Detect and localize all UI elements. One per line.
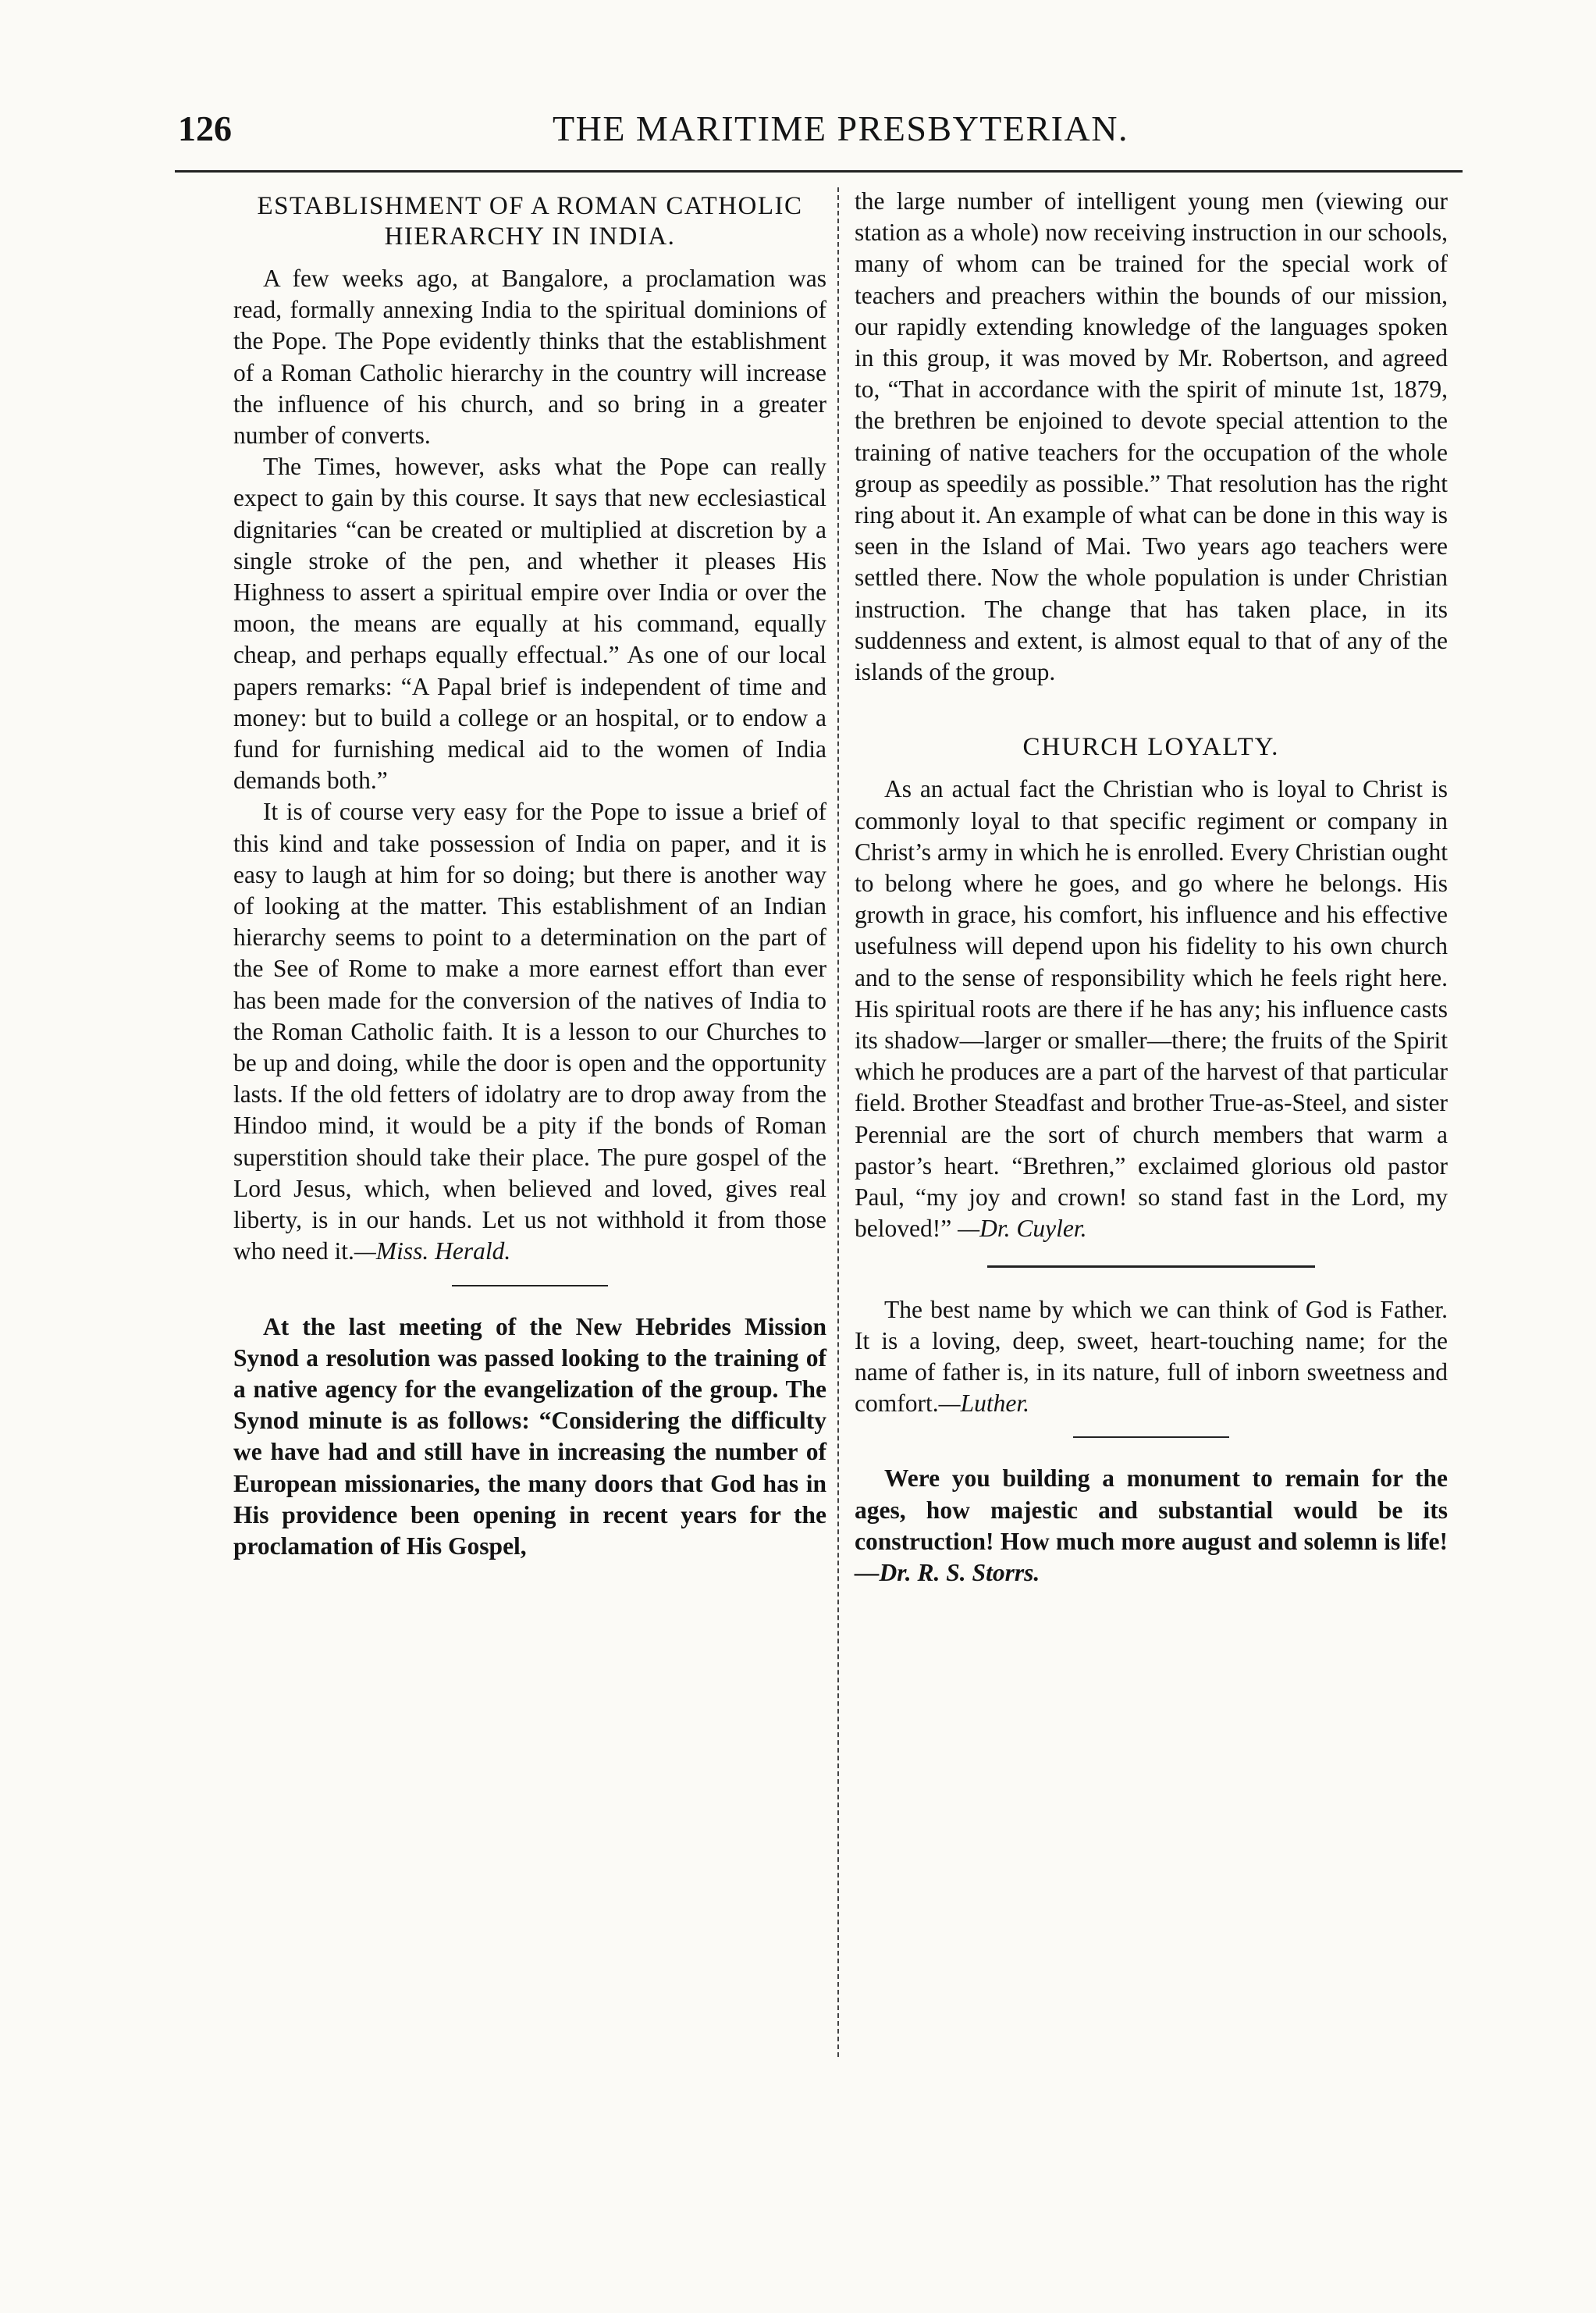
column-divider [837,187,839,2057]
article-title: ESTABLISHMENT OF A ROMAN CATHOLIC HIERARCHY IN INDIA. [257,192,803,251]
paragraph-text: Were you building a monument to remain for the ages, how majestic and substantial would be its construction! How much more august and solemn is life! [855,1464,1448,1555]
spacer [855,688,1448,731]
paragraph: At the last meeting of the New Hebrides Mission Synod a resolution was passed looking to the training of a native agency for the evangelization of the group. The Synod minute is as follows: “Considering the difficulty we have had and still have in increasing the number of European missionaries, the many doors that God has in His providence been opening in recent years for the proclamation of His Gospel, [233,1312,826,1560]
attribution: —Luther. [938,1390,1029,1418]
paragraph: the large number of intelligent young men (viewing our station as a whole) now receiving instruction in our schools, many of whom can be trained for the special work of teachers and preachers within the bounds of our mission, our rapidly extending knowledge of the languages spoken in this group, it was moved by Mr. Robertson, and agreed to, “That in accordance with the spirit of minute 1st, 1879, the brethren be enjoined to devote special attention to the training of native teachers for the occupation of the whole group as speedily as possible.” That resolution has the right ring about it. An example of what can be done in this way is seen in the Island of Mai. Two years ago teachers were settled there. Now the whole population is under Christian instruction. The change that has taken place, in its suddenness and extent, is almost equal to that of any of the islands of the group. [855,187,1448,686]
header-rule [175,170,1463,173]
paragraph: The Times, however, asks what the Pope can really expect to gain by this course. It says that new ecclesiastical dignitaries “can be created or multiplied at discretion by a single stroke of the pen, and whether it pleases His Highness to assert a spiritual empire over India or over the moon, the means are equally at his command, equally cheap, and perhaps equally effectual.” As one of our local papers remarks: “A Papal brief is independent of time and money: but to build a college or an hospital, or to endow a fund for furnishing medical aid to the women of India demands both.” [233,453,826,795]
paragraph-text: The best name by which we can think of God is Father. It is a loving, deep, sweet, heart-touching name; for the name of father is, in its nature, full of inborn sweetness and comfort. [855,1295,1448,1418]
attribution: —Dr. R. S. Storrs. [855,1558,1040,1586]
paragraph-text: It is of course very easy for the Pope to issue a brief of this kind and take possession of India on paper, and it is easy to laugh at him for so doing; but there is another way of looking at the matter. This establishment of an Indian hierarchy seems to point to a determination on the part of the See of Rome to make a more earnest effort than ever has been made for the conversion of the natives of India to the Roman Catholic faith. It is a lesson to our Churches to be up and doing, while the door is open and the opportunity lasts. If the old fetters of idolatry are to drop away from the Hindoo mind, it would be a pity if the bonds of Roman superstition should take their place. The pure gospel of the Lord Jesus, which, when believed and loved, gives real liberty, is in our hands. Let us not withhold it from those who need it. [233,798,826,1265]
separator-rule [452,1285,608,1286]
right-column [855,186,1448,1589]
page-number: 126 [178,109,232,148]
paragraph [233,796,826,1267]
section-heading: CHURCH LOYALTY. [1022,733,1280,762]
monument-article [855,1463,1448,1589]
paragraph [855,774,1448,1244]
paragraph [855,1463,1448,1589]
separator-rule [987,1265,1315,1268]
page-header [178,108,1458,155]
separator-rule [1073,1436,1229,1438]
attribution: —Dr. Cuyler. [958,1215,1087,1243]
synod-article [233,1311,826,1563]
paragraph-text: As an actual fact the Christian who is loyal to Christ is commonly loyal to that specific regiment or company in Christ’s army in which he is enrolled. Every Christian ought to belong where he goes, and go where he belongs. His growth in grace, his comfort, his influence and his effective usefulness will depend upon his fidelity to his own church and to the sense of responsibility which he feels right here. His spiritual roots are there if he has any; his influence casts its shadow—larger or smaller—there; the fruits of the Spirit which he produces are a part of the harvest of that particular field. Brother Steadfast and brother True-as-Steel, and sister Perennial are the sort of church members that warm a pastor’s heart. “Brethren,” exclaimed glorious old pastor Paul, “my joy and crown! so stand fast in the Lord, my beloved!” [855,775,1448,1243]
paragraph [855,1294,1448,1420]
attribution: —Miss. Herald. [354,1237,511,1265]
paragraph: A few weeks ago, at Bangalore, a proclamation was read, formally annexing India to the spiritual dominions of the Pope. The Pope evidently thinks that the establishment of a Roman Catholic hierarchy in the country will increase the influence of his church, and so bring in a greater number of converts. [233,265,826,450]
running-head: THE MARITIME PRESBYTERIAN. [553,109,1129,148]
left-column [233,191,826,1562]
